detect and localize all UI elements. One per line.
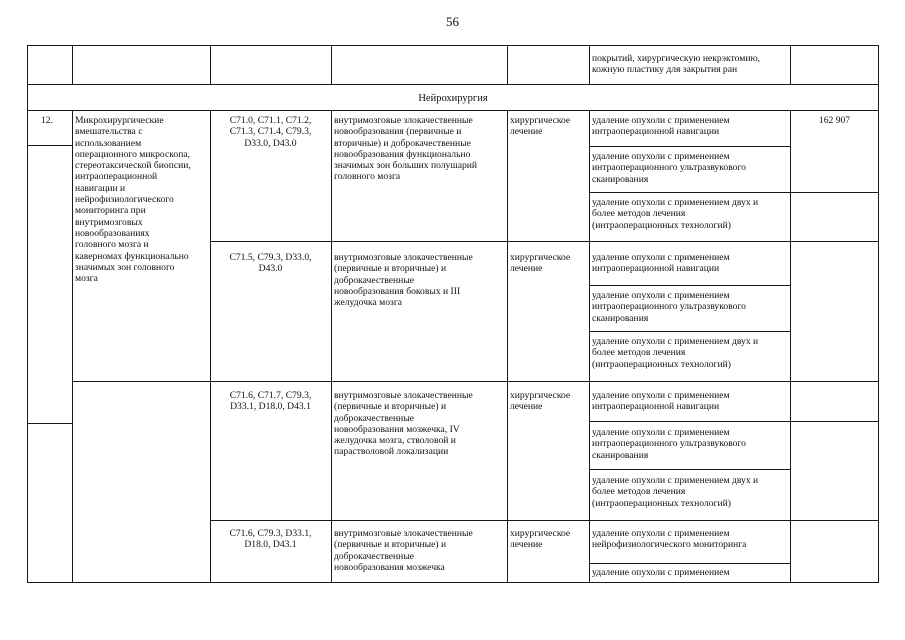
table-border-bottom (27, 582, 879, 583)
treatment-type-cell: хирургическое лечение (510, 115, 571, 138)
treatment-method-cell: удаление опухоли с применением нейрофизиологического мониторинга (592, 528, 747, 551)
diagnosis-codes-cell: C71.6, C71.7, C79.3, D33.1, D18.0, D43.1 (229, 390, 312, 413)
medical-care-table (27, 45, 879, 583)
treatment-method-cell: удаление опухоли с применением двух и более методов лечения (интраоперационных технологий) (592, 475, 759, 509)
row-divider (589, 146, 790, 147)
row-divider (589, 285, 790, 286)
column-divider (589, 45, 590, 84)
column-divider (72, 110, 73, 583)
treatment-method-cell: удаление опухоли с применением интраоперационного ультразвукового сканирования (592, 151, 746, 185)
row-divider (589, 192, 879, 193)
row-divider (27, 145, 72, 146)
carryover-methods-cell: покрытий, хирургическую некрэктомию, кожную пластику для закрытия ран (592, 53, 761, 76)
diagnosis-codes-cell: C71.5, C79.3, D33.0, D43.0 (229, 252, 312, 275)
row-divider (72, 381, 879, 382)
treatment-method-cell: удаление опухоли с применением интраоперационного ультразвукового сканирования (592, 290, 746, 324)
treatment-method-cell: удаление опухоли с применением интраоперационного ультразвукового сканирования (592, 427, 746, 461)
row-divider (589, 563, 790, 564)
row-divider (589, 469, 790, 470)
row-divider (27, 423, 72, 424)
column-divider (72, 45, 73, 84)
column-divider (790, 45, 791, 84)
intervention-name-cell: Микрохирургические вмешательства с использованием операционного микроскопа, стереотаксической биопсии, интраоперационной навигации и нейрофизиологического мониторинга при внутримозговых новообразованиях головного мозга и каверномах функционально значимых зон головного мозга (75, 115, 191, 285)
row-number-cell: 12. (41, 115, 53, 126)
row-divider (589, 331, 790, 332)
column-divider (210, 110, 211, 583)
row-divider (210, 241, 879, 242)
cost-cell: 162 907 (818, 115, 851, 126)
page-number: 56 (446, 14, 459, 29)
patient-model-cell: внутримозговые злокачественные (первичные и вторичные) и доброкачественные новообразования мозжечка, IV желудочка мозга, стволовой и парастволовой локализации (334, 390, 473, 458)
treatment-type-cell: хирургическое лечение (510, 252, 571, 275)
diagnosis-codes-cell: C71.0, C71.1, C71.2, C71.3, C71.4, C79.3, D33.0, D43.0 (229, 115, 312, 149)
patient-model-cell: внутримозговые злокачественные (первичные и вторичные) и доброкачественные новообразования боковых и III желудочка мозга (334, 252, 473, 309)
row-divider (589, 421, 879, 422)
diagnosis-codes-cell: C71.6, C79.3, D33.1, D18.0, D43.1 (229, 528, 312, 551)
treatment-method-cell: удаление опухоли с применением двух и более методов лечения (интраоперационных технологий) (592, 336, 759, 370)
treatment-method-cell: удаление опухоли с применением интраоперационной навигации (592, 252, 730, 275)
column-divider (331, 110, 332, 583)
section-title: Нейрохирургия (418, 93, 488, 104)
row-divider (27, 84, 879, 85)
row-divider (27, 110, 879, 111)
column-divider (589, 110, 590, 583)
treatment-method-cell: удаление опухоли с применением (592, 567, 730, 578)
patient-model-cell: внутримозговые злокачественные (первичные и вторичные) и доброкачественные новообразования мозжечка (334, 528, 473, 573)
column-divider (790, 110, 791, 583)
patient-model-cell: внутримозговые злокачественные новообразования (первичные и вторичные) и доброкачественные новообразования функционально значимых зон больших полушарий головного мозга (334, 115, 478, 183)
table-border-left (27, 45, 28, 583)
row-divider (210, 520, 879, 521)
column-divider (507, 110, 508, 583)
treatment-type-cell: хирургическое лечение (510, 390, 571, 413)
column-divider (507, 45, 508, 84)
treatment-method-cell: удаление опухоли с применением интраоперационной навигации (592, 390, 730, 413)
column-divider (210, 45, 211, 84)
treatment-method-cell: удаление опухоли с применением интраоперационной навигации (592, 115, 730, 138)
table-border-right (878, 45, 879, 583)
treatment-method-cell: удаление опухоли с применением двух и более методов лечения (интраоперационных технологий) (592, 197, 759, 231)
column-divider (331, 45, 332, 84)
table-border-top (27, 45, 879, 46)
treatment-type-cell: хирургическое лечение (510, 528, 571, 551)
